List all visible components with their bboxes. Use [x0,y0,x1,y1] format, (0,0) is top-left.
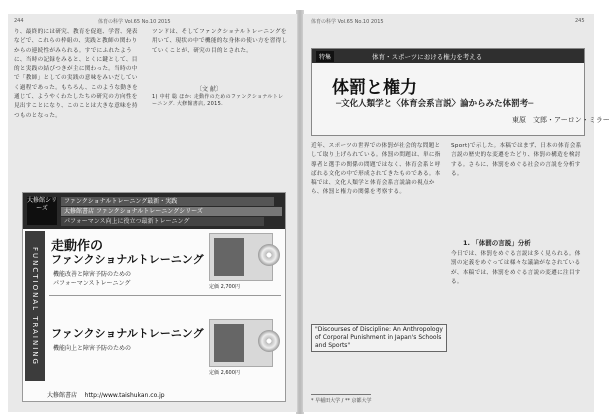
book2-title: ファンクショナルトレーニング [51,327,204,340]
left-body-column-2: ツンドは、そしてファンクショナルトレーニングを用いて、現状の中で機能的な身体の使い方を習得していくことが、研究の目的とされた。 [152,29,288,54]
book2-subtitle: 機能向上と障害予防のための [53,345,132,352]
book1-title-line1: 走動作の [51,239,104,254]
left-page [8,14,298,412]
ad-strip-2: 大修館書店 ファンクショナルトレーニングシリーズ [61,207,282,216]
references-title: 〔文 献〕 [196,86,222,93]
book2-product-image [209,319,273,367]
book2-dvd-icon [258,330,280,352]
category-badge: 特集 [316,51,334,62]
book2-price: 定価 2,600円 [209,370,240,376]
article-title-block [311,48,610,136]
ad-divider [49,295,281,296]
book1-subtitle: 機能改善と障害予防のための [53,271,132,278]
publisher-url: http://www.taishukan.co.jp [84,392,165,399]
left-running-header: 体育の科学 Vol.65 No.10 2015 [98,19,171,25]
left-body-column-1: り、最終的には研究、教育を促進、学習、発表などで、これらの枠組の、実践と教師の関わりからの連続性がみられる。すでにふれたように、当時の記録をみると、とくに鍵として、目的と実践の結びつきが主に関わった。当時の中で「教師」としての実践の意味をみいだしていく過程であった。もちろん、このような動きを通じて、ようやくわたしたちの研究の方向性を見出すことになり、このことは大きな意味を持つものとなった。 [14,29,139,119]
book1-product-image [209,233,273,281]
book1-dvd-icon [258,244,280,266]
ad-body [23,229,285,401]
right-body-column-2: Sport)で示した。本稿ではまず、日本の体育会系言説の歴史的な変遷をたどり、体罰の構造を検討する。さらに、体罰をめぐる社会の言説を分析する。 [451,143,582,177]
left-page-number: 244 [14,18,24,24]
footnote: * 早稲田大学 / ** 京都大学 [311,398,372,404]
book1-title-line2: ファンクショナルトレーニング [51,253,204,266]
ad-series-label: 大修館シリーズ [27,197,57,225]
section-heading: 1. 「体罰の言説」分析 [463,239,531,247]
right-body-column-1: 近年、スポーツの世界での体罰が社会的な問題として取り上げられている。体罰の問題は、単に指導者と選手の関係の問題ではなく、体育会系と呼ばれる文化の中で形成されてきたものである。本稿では、文化人類学と体育会系言説論の視点から、体罰と権力の関係を考察する。 [311,143,441,196]
publisher-name: 大修館書店 [47,392,78,399]
right-page-number: 245 [575,18,585,24]
book1-subtitle-2: パフォーマンストレーニング [53,280,131,287]
footnote-rule [311,394,371,395]
right-running-header: 体育の科学 Vol.65 No.10 2015 [311,19,384,25]
citation-box: "Discourses of Discipline: An Anthropology of Corporal Punishment in Japan's Schools and Sports" [311,324,447,352]
book1-cover [214,238,244,276]
book-advertisement [22,192,286,402]
article-authors: 東原 文郎・アーロン・ミラー [512,116,610,124]
ad-strip-1: ファンクショナルトレーニング最新・実践 [61,197,274,206]
article-title: 体罰と権力 [332,78,417,98]
ad-footer [47,390,165,399]
book2-cover [214,324,244,362]
article-subtitle: ─文化人類学と〈体育会系言説〉論からみた体罰考─ [336,99,534,109]
special-feature-heading: 体育・スポーツにおける権力を考える [372,53,483,61]
references-list: 1) 中村 聡 ほか: 走動作のためのファンクショナルトレーニング. 大修館書店, 2015. [152,94,284,107]
ad-strip-3: パフォーマンス向上に役立つ最新トレーニング [61,217,264,226]
right-page [303,14,610,412]
book1-price: 定価 2,700円 [209,284,240,290]
ad-side-label: FUNCTIONAL TRAINING [25,231,45,381]
section-body: 今日では、体罰をめぐる言説は多く見られる。体罰の定義をめぐっては様々な議論がなされているが、本稿では、体罰をめぐる言説の変遷に注目する。 [451,251,581,285]
